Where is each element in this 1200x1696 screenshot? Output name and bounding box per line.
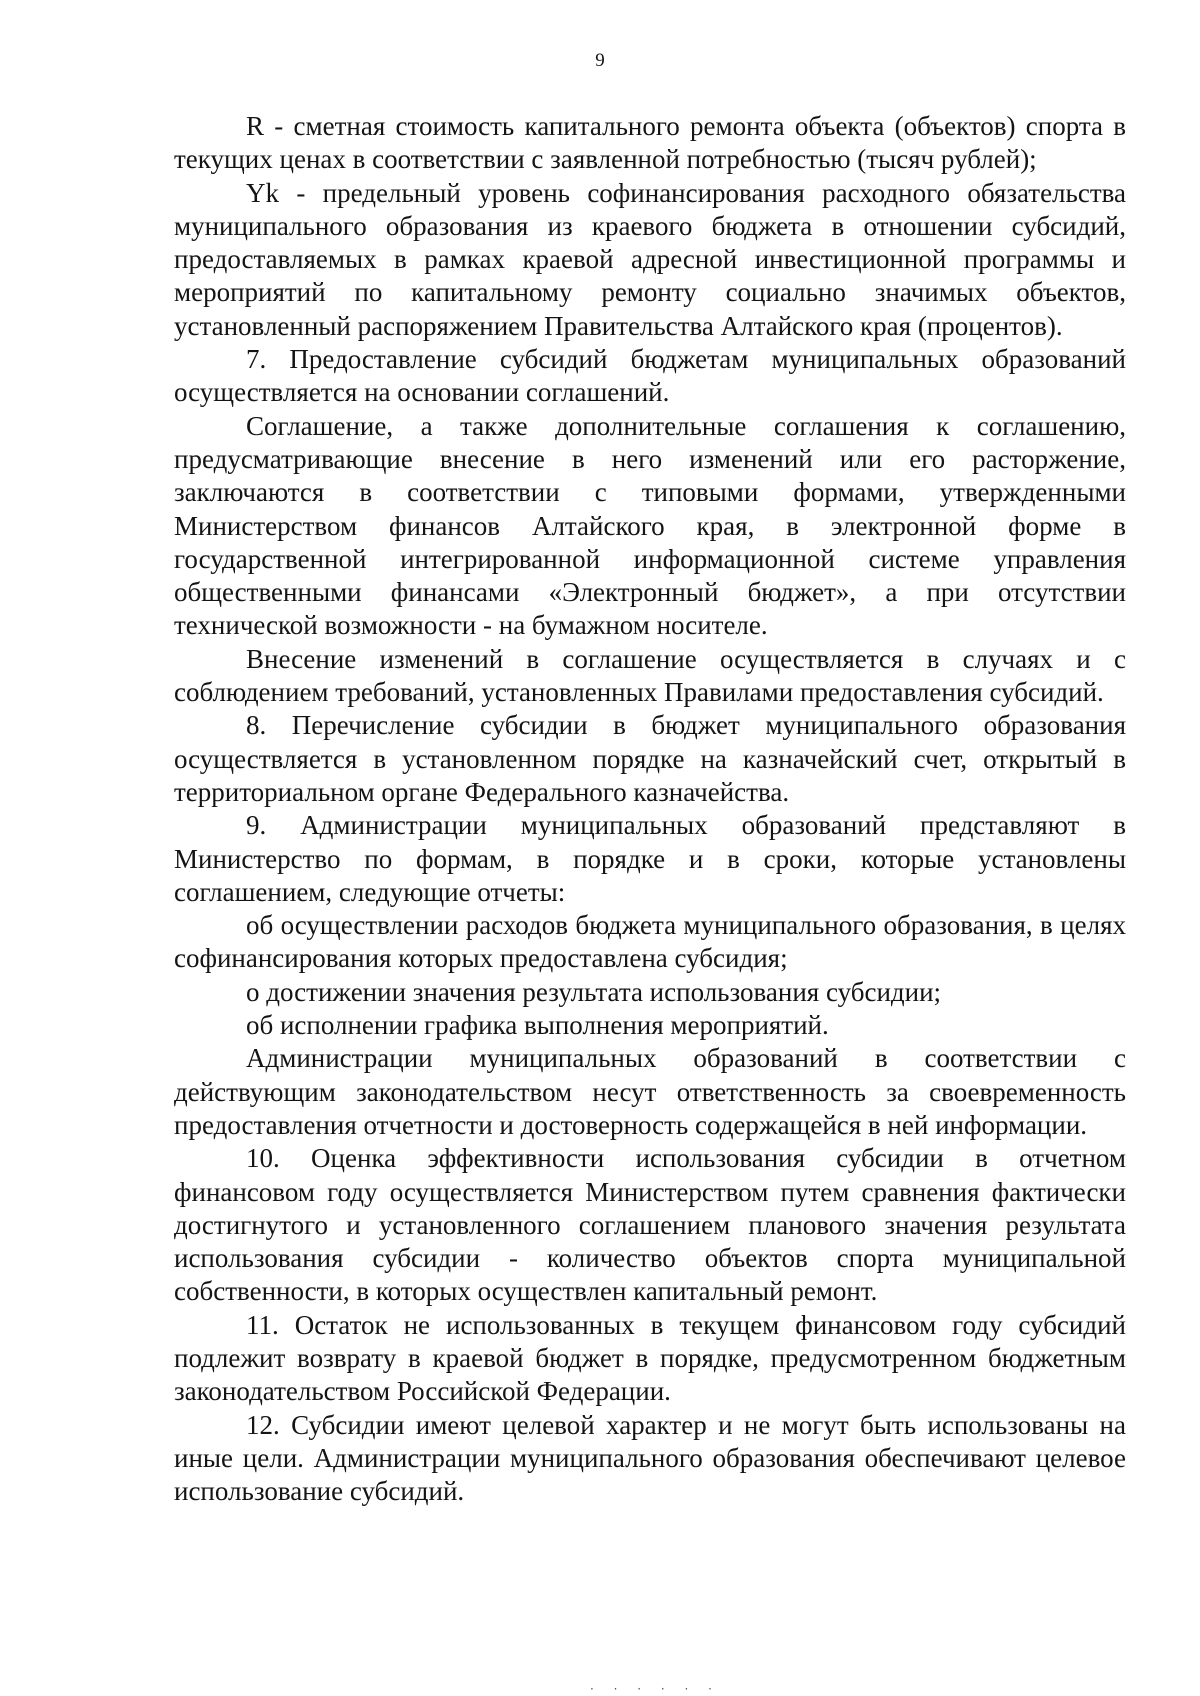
scan-artifact-marks: · · · · · · bbox=[590, 1682, 720, 1696]
paragraph-agreement-changes: Внесение изменений в соглашение осуществляется в случаях и с соблюдением требований, установленных Правилами предоставления субсидий. bbox=[174, 643, 1126, 708]
paragraph-clause-12: 12. Субсидии имеют целевой характер и не могут быть использованы на иные цели. Администрации муниципального образования обеспечивают целевое использование субсидий. bbox=[174, 1409, 1126, 1507]
paragraph-yk-definition: Yk - предельный уровень софинансирования расходного обязательства муниципального образования из краевого бюджета в отношении субсидий, предоставляемых в рамках краевой адресной инвестиционной программы и мероприятий по капитальному ремонту социально значимых объектов, установленный распоряжением Правительства Алтайского края (процентов). bbox=[174, 177, 1126, 341]
paragraph-clause-11: 11. Остаток не использованных в текущем финансовом году субсидий подлежит возврату в краевой бюджет в порядке, предусмотренном бюджетным законодательством Российской Федерации. bbox=[174, 1309, 1126, 1407]
paragraph-r-definition: R - сметная стоимость капитального ремонта объекта (объектов) спорта в текущих ценах в соответствии с заявленной потребностью (тысяч рублей); bbox=[174, 111, 1126, 175]
page-number: 9 bbox=[595, 50, 605, 71]
paragraph-clause-8: 8. Перечисление субсидии в бюджет муниципального образования осуществляется в установленном порядке на казначейский счет, открытый в территориальном органе Федерального казначейства. bbox=[174, 710, 1126, 807]
paragraph-clause-10: 10. Оценка эффективности использования субсидии в отчетном финансовом году осуществляется Министерством путем сравнения фактически достигнутого и установленного соглашением планового значения результата использования субсидии - количество объектов спорта муниципальной собственности, в которых осуществлен капитальный ремонт. bbox=[174, 1143, 1126, 1307]
paragraph-clause-7: 7. Предоставление субсидий бюджетам муниципальных образований осуществляется на основании соглашений. bbox=[174, 344, 1126, 408]
paragraph-agreement: Соглашение, а также дополнительные соглашения к соглашению, предусматривающие внесение в него изменений или его расторжение, заключаются в соответствии с типовыми формами, утвержденными Министерством финансов Алтайского края, в электронной форме в государственной интегрированной информационной системе управления общественными финансами «Электронный бюджет», а при отсутствии технической возможности - на бумажном носителе. bbox=[174, 410, 1126, 641]
paragraph-report-result: о достижении значения результата использования субсидии; bbox=[246, 976, 942, 1007]
document-body bbox=[174, 110, 1126, 1508]
paragraph-clause-9: 9. Администрации муниципальных образований представляют в Министерство по формам, в порядке и в сроки, которые установлены соглашением, следующие отчеты: bbox=[174, 810, 1126, 907]
paragraph-responsibility: Администрации муниципальных образований в соответствии с действующим законодательством несут ответственность за своевременность предоставления отчетности и достоверность содержащейся в ней информации. bbox=[174, 1043, 1126, 1140]
paragraph-report-expenses: об осуществлении расходов бюджета муниципального образования, в целях софинансирования которых предоставлена субсидия; bbox=[174, 910, 1126, 974]
paragraph-report-schedule: об исполнении графика выполнения мероприятий. bbox=[246, 1010, 829, 1041]
